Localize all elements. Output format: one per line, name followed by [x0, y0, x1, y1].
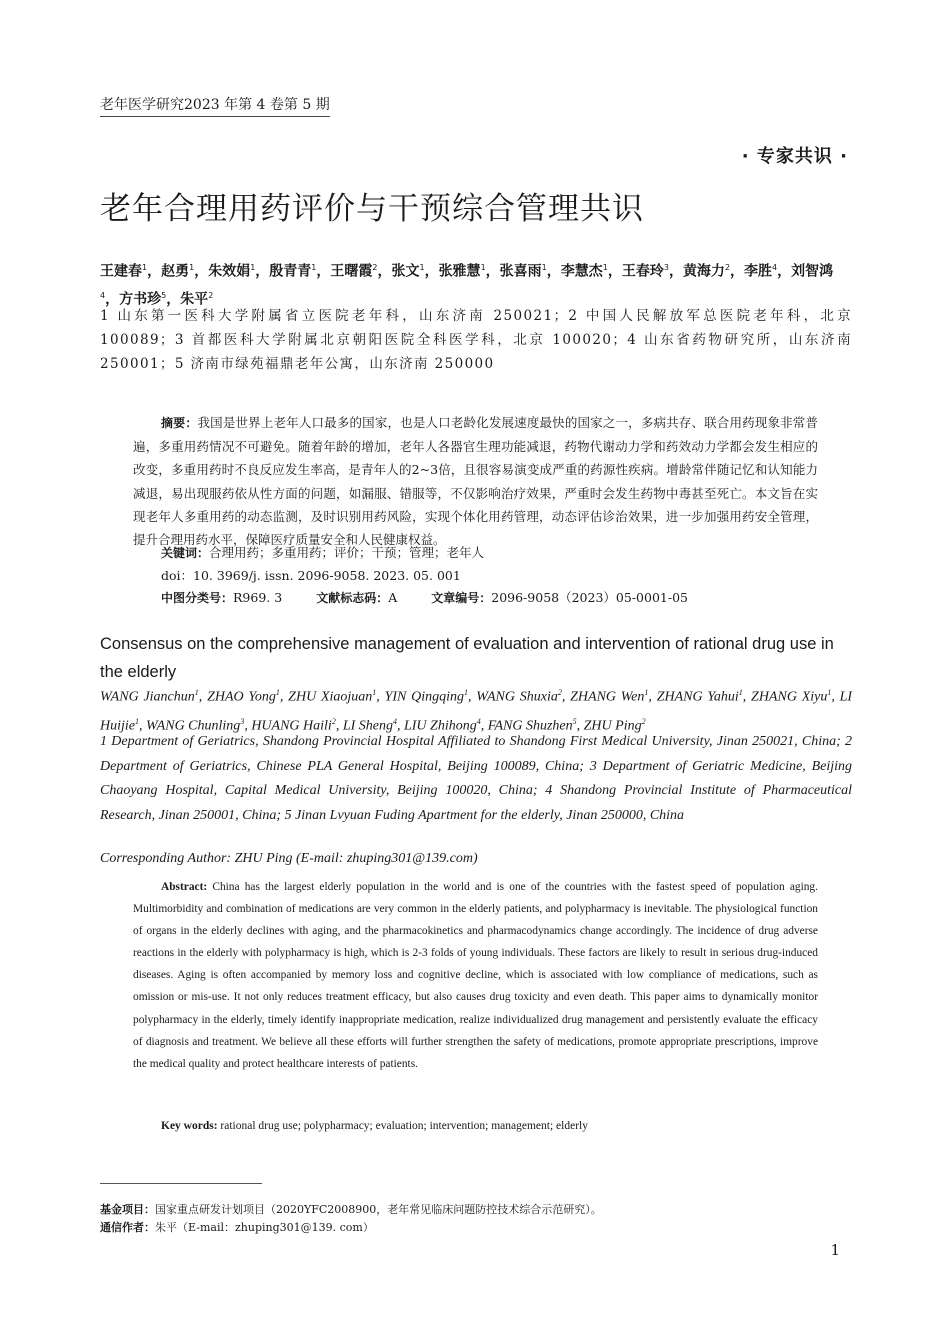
- en-author-affiliation-mark: 1: [135, 717, 139, 727]
- cn-author-affiliation-mark: 1: [311, 263, 317, 272]
- doc-code-value: A: [388, 590, 398, 605]
- en-author-affiliation-mark: 5: [572, 717, 577, 727]
- cn-author-name: 朱效娟: [208, 263, 251, 280]
- en-author-affiliation-mark: 3: [240, 717, 245, 727]
- keywords-en-label: Key words:: [161, 1120, 218, 1132]
- en-author-name: HUANG Haili: [251, 718, 332, 734]
- en-author-affiliation-mark: 2: [641, 717, 646, 727]
- cn-author-name: 黄海力: [682, 263, 725, 280]
- abstract-cn-text: 我国是世界上老年人口最多的国家，也是人口老龄化发展速度最快的国家之一，多病共存、联合用药现象非常普遍，多重用药情况不可避免。随着年龄的增加，老年人各器官生理功能减退，药物代谢动力学和药效动力学都会发生相应的改变，多重用药时不良反应发生率高，是青年人的2~3倍，且很容易演变成严重的药源性疾病。增龄常伴随记忆和认知能力减退，易出现服药依从性方面的问题，如漏服、错服等，不仅影响治疗效果，严重时会发生药物中毒甚至死亡。本文旨在实现老年人多重用药的动态监测，及时识别用药风险，实现个体化用药管理，动态评估诊治效果，进一步加强用药安全管理，提升合理用药水平，保障医疗质量安全和人民健康权益。: [133, 415, 818, 548]
- cn-author-affiliation-mark: 5: [161, 290, 167, 300]
- article-title-en: Consensus on the comprehensive management of evaluation and intervention of rational drug use in the elderly: [100, 635, 834, 681]
- en-author-name: WANG Chunling: [146, 718, 241, 734]
- cn-author-name: 赵勇: [161, 263, 190, 280]
- en-author-affiliation-mark: 1: [275, 688, 280, 697]
- page-number: 1: [830, 1241, 840, 1259]
- footnote-divider: [100, 1183, 262, 1184]
- cn-author-affiliation-mark: 4: [772, 263, 778, 272]
- article-number-value: 2096-9058（2023）05-0001-05: [491, 590, 688, 605]
- en-author-name: LI Sheng: [342, 718, 393, 734]
- en-author-affiliation-mark: 2: [331, 717, 336, 727]
- cn-author-name: 张雅慧: [438, 263, 481, 280]
- correspondence-label: 通信作者：: [100, 1221, 155, 1234]
- cn-author-affiliation-mark: 1: [480, 263, 486, 272]
- en-author-name: FANG Shuzhen: [487, 718, 573, 734]
- clc-value: R969. 3: [233, 590, 283, 605]
- cn-author-affiliation-mark: 1: [142, 263, 148, 272]
- en-author-name: ZHAO Yong: [207, 689, 276, 705]
- doc-code-label: 文献标志码：: [316, 591, 389, 605]
- cn-author-affiliation-mark: 1: [602, 263, 608, 272]
- en-author-affiliation-mark: 2: [557, 688, 562, 697]
- fund-label: 基金项目：: [100, 1203, 155, 1216]
- en-author-name: YIN Qingqing: [384, 689, 465, 705]
- keywords-en-text: rational drug use; polypharmacy; evaluation; intervention; management; elderly: [220, 1120, 588, 1132]
- affiliations-en: 1 Department of Geriatrics, Shandong Provincial Hospital Affiliated to Shandong First Medical University, Jinan 250021, China; 2 Department of Geriatrics, Chinese PLA General Hospital, Beijing 100089, China; 3 Department of Geriatric Medicine, Beijing Chaoyang Hospital, Capital Medical University, Beijing 100020, China; 4 Shandong Provincial Institute of Pharmaceutical Research, Jinan 250001, China; 5 Jinan Lvyuan Fuding Apartment for the elderly, Jinan 250000, China: [100, 734, 852, 823]
- abstract-en-label: Abstract:: [161, 881, 208, 893]
- keywords-cn-label: 关键词：: [161, 546, 210, 560]
- cn-author-affiliation-mark: 1: [250, 263, 256, 272]
- correspondence-footnote: [100, 1219, 374, 1235]
- cn-author-name: 王春玲: [621, 263, 664, 280]
- author-list-cn: 王建春$^1$，赵勇$^1$，朱效娟$^1$，殷青青$^1$，王曙霞$^2$，张文$^1$，张雅慧$^1$，张喜雨$^1$，李慧杰$^1$，王春玲$^3$，黄海力$^2$，李胜$^4$，刘智鸿$^4$，方书珍$^5$，朱平$^2$: [100, 263, 834, 308]
- doi-line: [161, 566, 461, 584]
- abstract-en: [133, 876, 818, 1075]
- cn-author-name: 王曙霞: [330, 263, 373, 280]
- cn-author-name: 殷青青: [269, 263, 312, 280]
- cn-author-name: 朱平: [180, 291, 209, 308]
- clc-label: 中图分类号：: [161, 591, 234, 605]
- classification-line: [161, 588, 688, 606]
- doi-label: doi：: [161, 568, 194, 583]
- cn-author-name: 刘智鸿: [791, 263, 834, 280]
- abstract-cn-label: 摘要：: [161, 416, 198, 430]
- keywords-en: [161, 1120, 588, 1132]
- cn-author-affiliation-mark: 2: [208, 290, 214, 300]
- abstract-cn: [133, 411, 818, 551]
- en-author-affiliation-mark: 4: [392, 717, 397, 727]
- en-author-name: ZHANG Wen: [570, 689, 645, 705]
- en-author-name: ZHANG Yahui: [656, 689, 739, 705]
- keywords-cn: [161, 543, 484, 561]
- en-author-affiliation-mark: 4: [476, 717, 481, 727]
- cn-author-affiliation-mark: 1: [189, 263, 195, 272]
- en-author-affiliation-mark: 1: [738, 688, 743, 697]
- cn-author-name: 张文: [391, 263, 420, 280]
- en-author-name: ZHU Xiaojuan: [288, 689, 373, 705]
- en-author-affiliation-mark: 1: [464, 688, 469, 697]
- author-list-en: WANG Jianchun$^1$, ZHAO Yong$^1$, ZHU Xiaojuan$^1$, YIN Qingqing$^1$, WANG Shuxia$^2$, ZHANG Wen$^1$, ZHANG Yahui$^1$, ZHANG Xiyu$^1$, LI Huijie$^1$, WANG Chunling$^3$, HUANG Haili$^2$, LI Sheng$^4$, LIU Zhihong$^4$, FANG Shuzhen$^5$, ZHU Ping$^2$: [100, 688, 853, 734]
- cn-author-affiliation-mark: 1: [541, 263, 547, 272]
- article-title-cn: 老年合理用药评价与干预综合管理共识: [100, 191, 644, 227]
- correspondence-text: 朱平（E-mail：zhuping301@139. com）: [155, 1221, 374, 1234]
- affiliations-cn: 1 山东第一医科大学附属省立医院老年科，山东济南 250021；2 中国人民解放军总医院老年科，北京 100089；3 首都医科大学附属北京朝阳医院全科医学科，北京 100020；4 山东省药物研究所，山东济南 250001；5 济南市绿苑福鼎老年公寓，山东济南 250000: [100, 308, 852, 372]
- en-author-name: ZHU Ping: [583, 718, 642, 734]
- abstract-en-text: China has the largest elderly population in the world and is one of the countries with the fastest speed of population aging. Multimorbidity and combination of medications are very common in the elderly patients, and polypharmacy is inevitable. The physiological function of organs in the elderly declines with aging, and the pharmacokinetics and pharmacodynamics change accordingly. The incidence of drug adverse reactions in the elderly with polypharmacy is high, which is 2-3 folds of young individuals. These factors are likely to result in serious drug-induced diseases. Aging is often accompanied by memory loss and cognitive decline, which is associated with low compliance of medications, such as omission or mis-use. It not only reduces treatment efficacy, but also causes drug toxicity and even death. This paper aims to dynamically monitor polypharmacy in the elderly, timely identify inappropriate medication, realize individualized drug management and persistently evaluate the efficacy of diagnosis and treatment. We believe all these efforts will further strengthen the safety of medications, promote appropriate prescriptions, improve the medical quality and protect healthcare interests of patients.: [133, 881, 818, 1070]
- cn-author-name: 王建春: [100, 263, 142, 280]
- en-author-name: WANG Jianchun: [100, 689, 195, 705]
- en-author-affiliation-mark: 1: [372, 688, 377, 697]
- en-author-affiliation-mark: 1: [194, 688, 199, 697]
- keywords-cn-text: 合理用药；多重用药；评价；干预；管理；老年人: [209, 545, 485, 560]
- fund-footnote: [100, 1201, 602, 1217]
- cn-author-affiliation-mark: 3: [663, 263, 669, 272]
- en-author-affiliation-mark: 1: [827, 688, 832, 697]
- cn-author-affiliation-mark: 1: [419, 263, 425, 272]
- article-number-label: 文章编号：: [431, 591, 492, 605]
- doi-value: 10. 3969/j. issn. 2096-9058. 2023. 05. 001: [193, 568, 461, 583]
- en-author-name: LI Huijie: [100, 689, 853, 734]
- en-author-affiliation-mark: 1: [644, 688, 649, 697]
- cn-author-affiliation-mark: 2: [372, 263, 378, 272]
- en-author-name: LIU Zhihong: [403, 718, 477, 734]
- en-author-name: WANG Shuxia: [476, 689, 558, 705]
- cn-author-affiliation-mark: 2: [724, 263, 731, 272]
- corresponding-author-en: Corresponding Author: ZHU Ping (E-mail: zhuping301@139.com): [100, 851, 478, 866]
- cn-author-name: 李胜: [744, 263, 773, 280]
- cn-author-name: 李慧杰: [560, 263, 603, 280]
- cn-author-name: 张喜雨: [499, 263, 542, 280]
- column-label: · 专家共识 ·: [741, 146, 848, 167]
- fund-text: 国家重点研发计划项目（2020YFC2008900，老年常见临床问题防控技术综合示范研究）。: [155, 1203, 602, 1216]
- running-header: 老年医学研究2023 年第 4 卷第 5 期: [100, 94, 330, 117]
- en-author-name: ZHANG Xiyu: [751, 689, 828, 705]
- cn-author-name: 方书珍: [119, 291, 162, 308]
- cn-author-affiliation-mark: 4: [100, 290, 106, 300]
